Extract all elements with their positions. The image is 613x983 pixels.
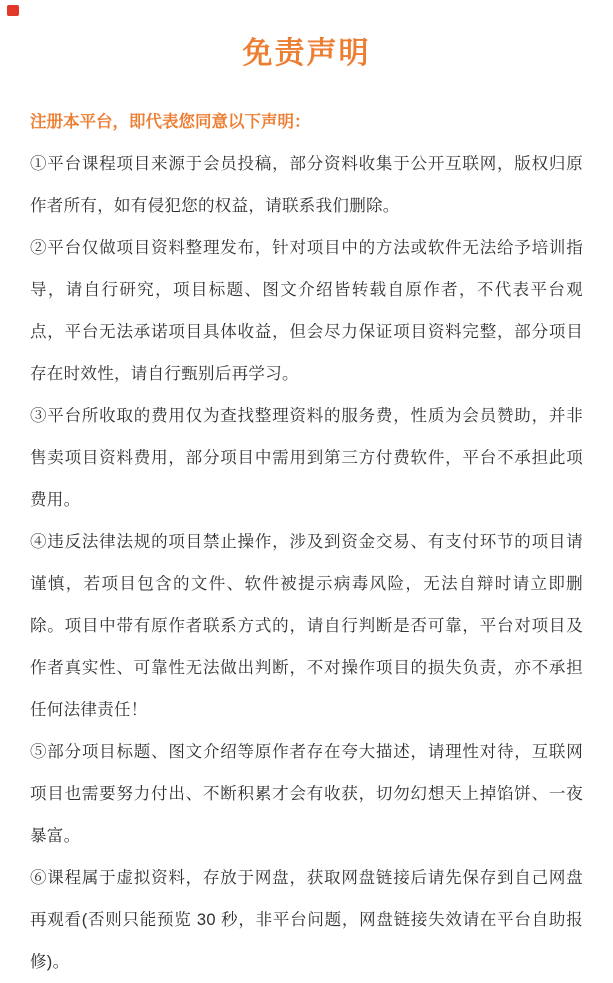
disclaimer-paragraph-6: ⑥课程属于虚拟资料，存放于网盘，获取网盘链接后请先保存到自己网盘再观看(否则只能预览 30 秒，非平台问题，网盘链接失效请在平台自助报修)。 [30, 869, 583, 971]
disclaimer-content [30, 101, 583, 983]
disclaimer-paragraph-1: ①平台课程项目来源于会员投稿，部分资料收集于公开互联网，版权归原作者所有，如有侵犯您的权益，请联系我们删除。 [30, 155, 583, 215]
disclaimer-paragraph-3: ③平台所收取的费用仅为查找整理资料的服务费，性质为会员赞助，并非售卖项目资料费用，部分项目中需用到第三方付费软件，平台不承担此项费用。 [30, 407, 583, 509]
disclaimer-paragraph-5: ⑤部分项目标题、图文介绍等原作者存在夸大描述，请理性对待，互联网项目也需要努力付出、不断积累才会有收获，切勿幻想天上掉馅饼、一夜暴富。 [30, 743, 583, 845]
red-corner-mark-icon [7, 5, 19, 16]
page-title: 免责声明 [242, 37, 371, 70]
intro-statement: 注册本平台，即代表您同意以下声明： [30, 113, 311, 131]
disclaimer-paragraph-4: ④违反法律法规的项目禁止操作，涉及到资金交易、有支付环节的项目请谨慎，若项目包含的文件、软件被提示病毒风险，无法自辩时请立即删除。项目中带有原作者联系方式的，请自行判断是否可靠，平台对项目及作者真实性、可靠性无法做出判断，不对操作项目的损失负责，亦不承担任何法律责任！ [30, 533, 583, 719]
disclaimer-paragraph-2: ②平台仅做项目资料整理发布，针对项目中的方法或软件无法给予培训指导，请自行研究，项目标题、图文介绍皆转载自原作者，不代表平台观点，平台无法承诺项目具体收益，但会尽力保证项目资料完整，部分项目存在时效性，请自行甄别后再学习。 [30, 239, 583, 383]
